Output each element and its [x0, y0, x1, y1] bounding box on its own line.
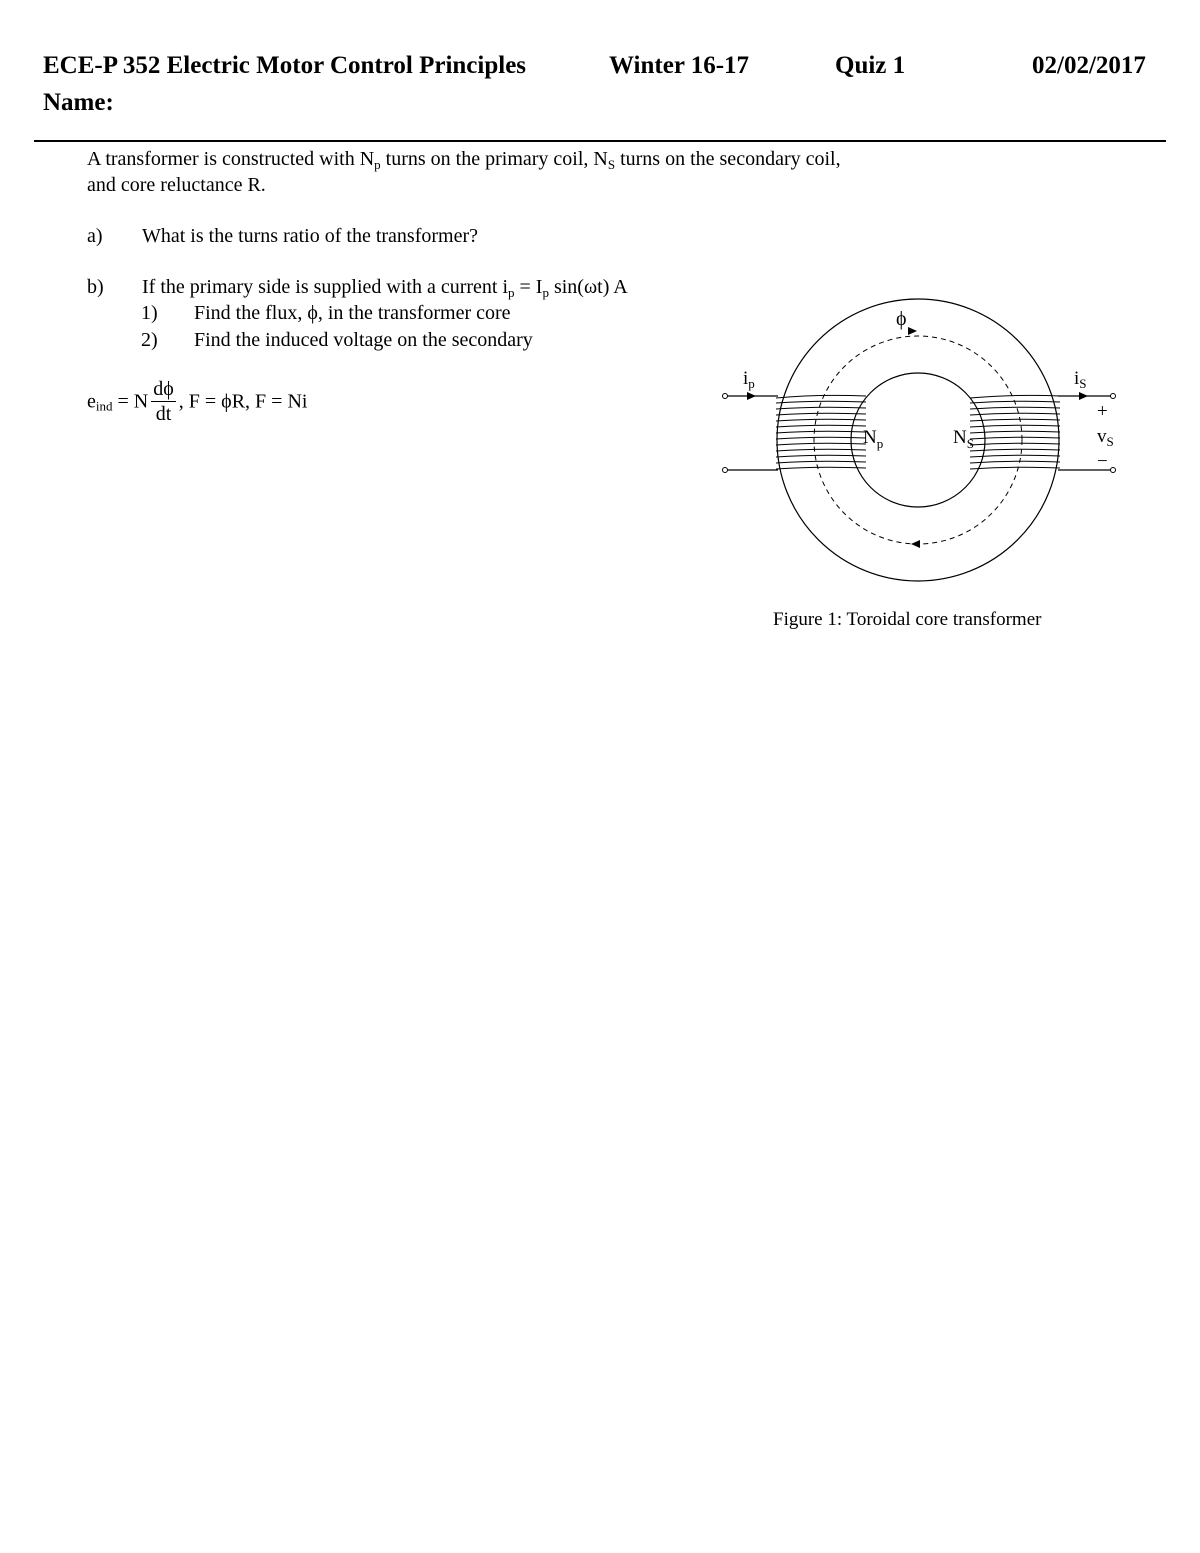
name-label: Name:: [43, 89, 114, 116]
ip-arrow: [747, 392, 756, 400]
intro-line-1: A transformer is constructed with $N_p$ turns on the primary coil, $N_S$ turns on the secondary coil,: [87, 148, 841, 172]
question-b-1: 1) Find the flux, ϕ, in the transformer core: [141, 302, 511, 324]
intro-line-2: and core reluctance R.: [87, 174, 266, 196]
question-b: b) If the primary side is supplied with a current $i_p = I_p$ sin(ωt) A: [87, 276, 628, 300]
ns-label: $N_S$: [953, 427, 974, 451]
np-label: $N_p$: [863, 427, 884, 451]
plus-label: +: [1097, 401, 1108, 422]
secondary-winding: [970, 395, 1060, 469]
is-arrow: [1079, 392, 1088, 400]
course-title: ECE-P 352 Electric Motor Control Principles: [43, 52, 527, 79]
terminal: [1111, 468, 1116, 473]
quiz-date: 02/02/2017: [1032, 52, 1146, 79]
figure-caption: Figure 1: Toroidal core transformer: [773, 609, 1042, 630]
fraction: $\frac{d\phi}{dt}$: [153, 378, 174, 425]
is-label: $i_S$: [1074, 368, 1087, 391]
question-b-2: 2) Find the induced voltage on the secondary: [141, 329, 533, 351]
toroidal-transformer-figure: [718, 290, 1120, 590]
question-b-label: b): [87, 276, 104, 298]
header-divider: [34, 140, 1166, 142]
formula-hint: $e_{ind} = N$ $\frac{d\phi}{dt}$ , F = ϕR, F = Ni: [87, 378, 308, 425]
question-a: [87, 225, 478, 248]
quiz-number: Quiz 1: [835, 52, 906, 79]
flux-path: [814, 336, 1022, 544]
flux-arrow-top: [908, 327, 917, 335]
question-a-label: a): [87, 225, 103, 247]
core-outer: [777, 299, 1059, 581]
minus-label: −: [1097, 451, 1108, 472]
ip-label: $i_p$: [743, 368, 755, 391]
vs-label: $v_S$: [1097, 426, 1114, 449]
term: Winter 16-17: [609, 52, 750, 79]
question-a-text: What is the turns ratio of the transformer?: [142, 225, 478, 247]
terminal: [723, 394, 728, 399]
primary-winding: [776, 395, 866, 469]
terminal: [1111, 394, 1116, 399]
terminal: [723, 468, 728, 473]
flux-arrow-bottom: [911, 540, 920, 548]
phi-label: ϕ: [896, 308, 907, 330]
